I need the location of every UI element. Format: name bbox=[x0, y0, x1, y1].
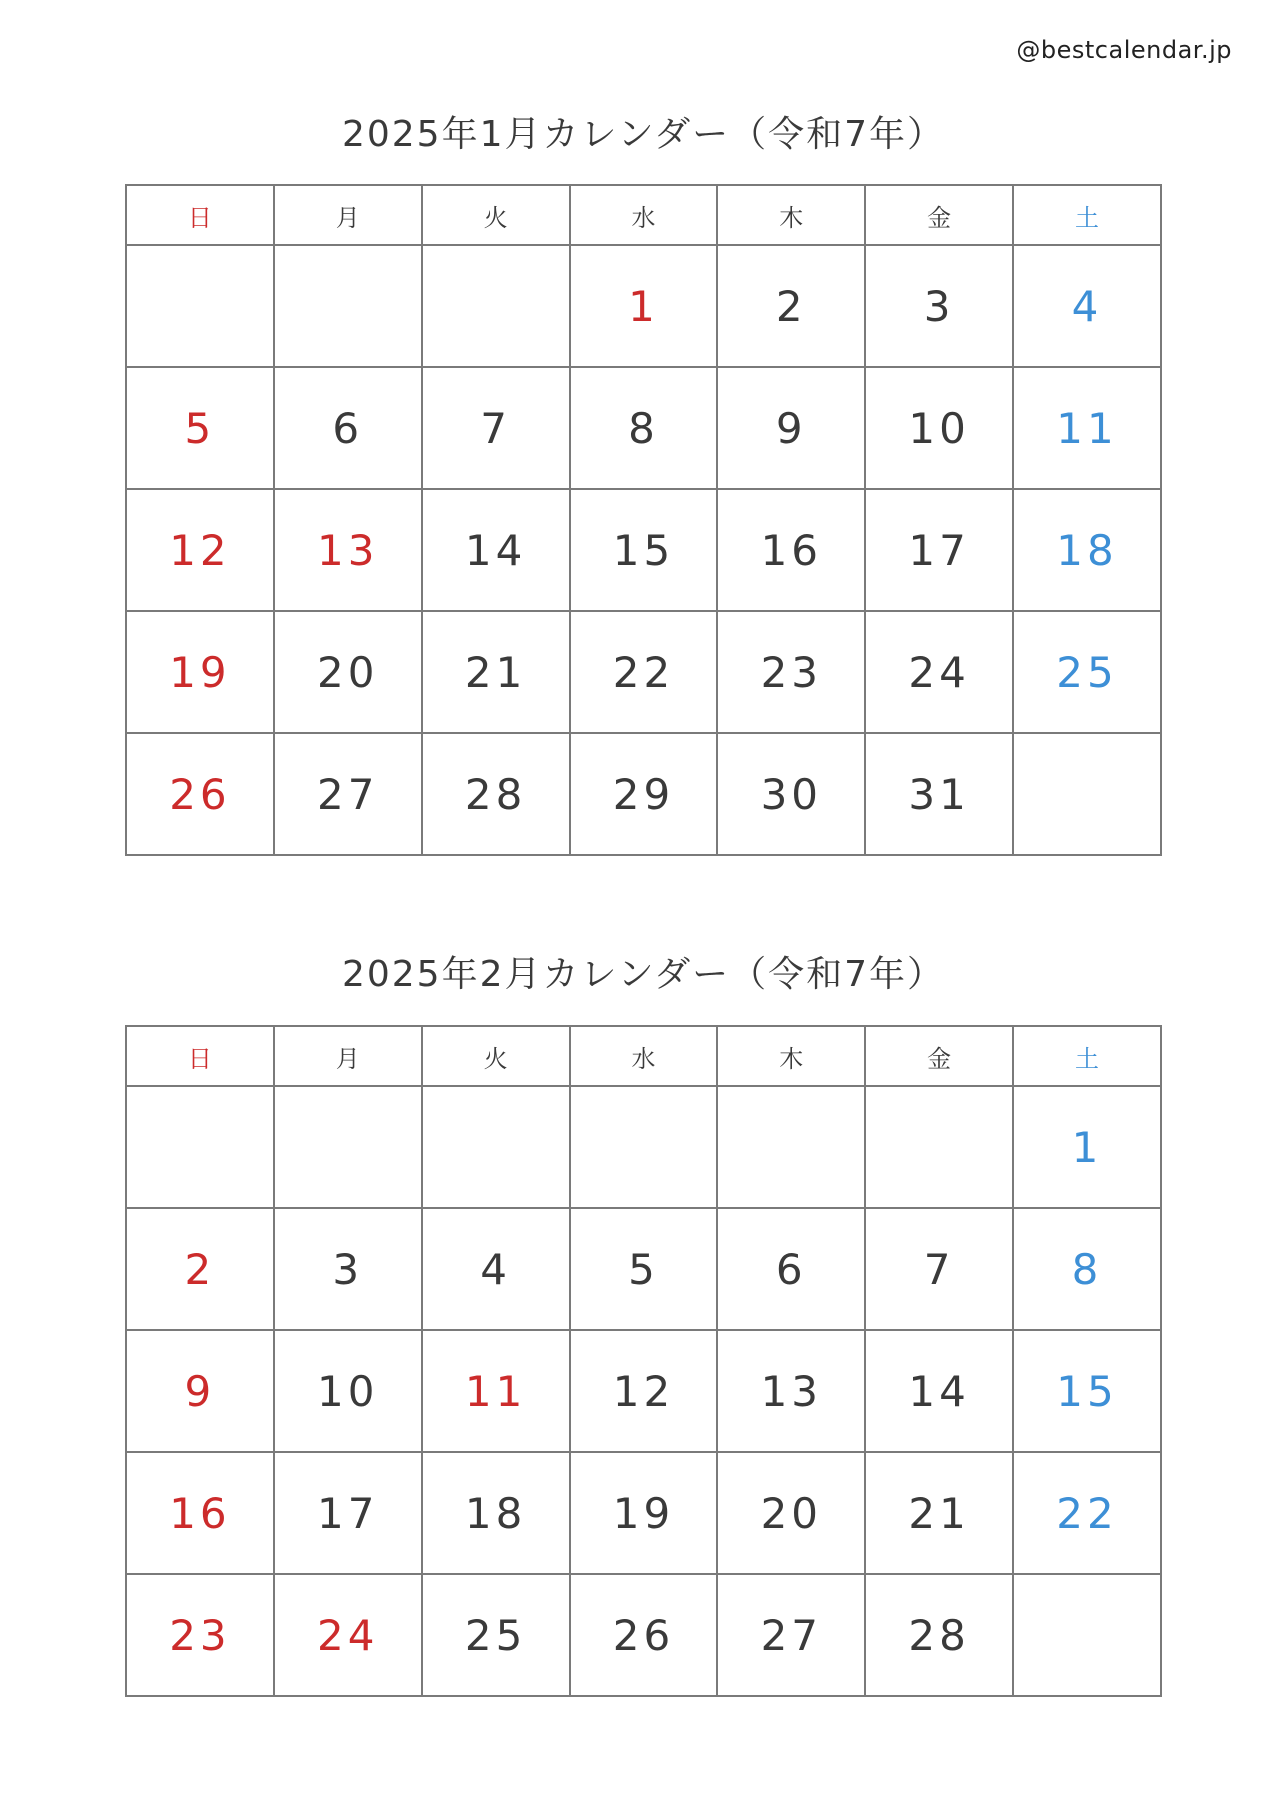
day-cell: 12 bbox=[570, 1330, 718, 1452]
calendar-title: 2025年2月カレンダー（令和7年） bbox=[341, 954, 946, 995]
day-cell: 14 bbox=[422, 489, 570, 611]
weekday-header-cell: 土 bbox=[1013, 185, 1161, 245]
weekday-header-cell: 木 bbox=[717, 185, 865, 245]
day-cell: 30 bbox=[717, 733, 865, 855]
day-cell: 15 bbox=[570, 489, 718, 611]
week-row bbox=[126, 611, 1161, 733]
calendar-grid bbox=[125, 184, 1162, 856]
day-cell: 21 bbox=[422, 611, 570, 733]
day-cell: 13 bbox=[717, 1330, 865, 1452]
day-cell: 7 bbox=[865, 1208, 1013, 1330]
empty-day-cell bbox=[422, 1086, 570, 1208]
day-cell: 31 bbox=[865, 733, 1013, 855]
weekday-header-cell: 月 bbox=[274, 185, 422, 245]
day-cell: 18 bbox=[422, 1452, 570, 1574]
weekday-header-cell: 日 bbox=[126, 185, 274, 245]
week-row bbox=[126, 1452, 1161, 1574]
day-cell: 2 bbox=[126, 1208, 274, 1330]
day-cell: 16 bbox=[126, 1452, 274, 1574]
week-row bbox=[126, 1330, 1161, 1452]
day-cell: 23 bbox=[717, 611, 865, 733]
day-cell: 1 bbox=[570, 245, 718, 367]
weekday-header-cell: 金 bbox=[865, 185, 1013, 245]
day-cell: 23 bbox=[126, 1574, 274, 1696]
weekday-header-cell: 木 bbox=[717, 1026, 865, 1086]
day-cell: 25 bbox=[1013, 611, 1161, 733]
day-cell: 28 bbox=[865, 1574, 1013, 1696]
weekday-header-cell: 水 bbox=[570, 185, 718, 245]
weekday-header-cell: 火 bbox=[422, 185, 570, 245]
empty-day-cell bbox=[422, 245, 570, 367]
day-cell: 28 bbox=[422, 733, 570, 855]
weekday-header-row bbox=[126, 185, 1161, 245]
day-cell: 3 bbox=[274, 1208, 422, 1330]
day-cell: 26 bbox=[570, 1574, 718, 1696]
day-cell: 4 bbox=[422, 1208, 570, 1330]
empty-day-cell bbox=[865, 1086, 1013, 1208]
day-cell: 20 bbox=[717, 1452, 865, 1574]
day-cell: 1 bbox=[1013, 1086, 1161, 1208]
week-row bbox=[126, 1086, 1161, 1208]
week-row bbox=[126, 367, 1161, 489]
weekday-header-cell: 火 bbox=[422, 1026, 570, 1086]
weekday-header-cell: 金 bbox=[865, 1026, 1013, 1086]
day-cell: 2 bbox=[717, 245, 865, 367]
day-cell: 17 bbox=[274, 1452, 422, 1574]
day-cell: 5 bbox=[570, 1208, 718, 1330]
empty-day-cell bbox=[1013, 733, 1161, 855]
week-row bbox=[126, 1574, 1161, 1696]
day-cell: 27 bbox=[717, 1574, 865, 1696]
day-cell: 8 bbox=[1013, 1208, 1161, 1330]
empty-day-cell bbox=[1013, 1574, 1161, 1696]
day-cell: 9 bbox=[717, 367, 865, 489]
day-cell: 11 bbox=[422, 1330, 570, 1452]
day-cell: 24 bbox=[274, 1574, 422, 1696]
day-cell: 12 bbox=[126, 489, 274, 611]
empty-day-cell bbox=[126, 245, 274, 367]
weekday-header-cell: 土 bbox=[1013, 1026, 1161, 1086]
empty-day-cell bbox=[274, 245, 422, 367]
day-cell: 10 bbox=[274, 1330, 422, 1452]
day-cell: 19 bbox=[126, 611, 274, 733]
calendar-title: 2025年1月カレンダー（令和7年） bbox=[341, 114, 946, 155]
calendar-grid bbox=[125, 1025, 1162, 1697]
day-cell: 7 bbox=[422, 367, 570, 489]
day-cell: 17 bbox=[865, 489, 1013, 611]
day-cell: 22 bbox=[1013, 1452, 1161, 1574]
day-cell: 10 bbox=[865, 367, 1013, 489]
day-cell: 15 bbox=[1013, 1330, 1161, 1452]
weekday-header-cell: 日 bbox=[126, 1026, 274, 1086]
day-cell: 19 bbox=[570, 1452, 718, 1574]
day-cell: 21 bbox=[865, 1452, 1013, 1574]
day-cell: 11 bbox=[1013, 367, 1161, 489]
empty-day-cell bbox=[570, 1086, 718, 1208]
day-cell: 29 bbox=[570, 733, 718, 855]
empty-day-cell bbox=[126, 1086, 274, 1208]
empty-day-cell bbox=[274, 1086, 422, 1208]
day-cell: 22 bbox=[570, 611, 718, 733]
day-cell: 3 bbox=[865, 245, 1013, 367]
day-cell: 6 bbox=[717, 1208, 865, 1330]
day-cell: 5 bbox=[126, 367, 274, 489]
week-row bbox=[126, 245, 1161, 367]
day-cell: 9 bbox=[126, 1330, 274, 1452]
day-cell: 26 bbox=[126, 733, 274, 855]
site-credit: @bestcalendar.jp bbox=[1016, 36, 1232, 64]
day-cell: 27 bbox=[274, 733, 422, 855]
day-cell: 4 bbox=[1013, 245, 1161, 367]
empty-day-cell bbox=[717, 1086, 865, 1208]
day-cell: 18 bbox=[1013, 489, 1161, 611]
day-cell: 8 bbox=[570, 367, 718, 489]
day-cell: 16 bbox=[717, 489, 865, 611]
week-row bbox=[126, 733, 1161, 855]
day-cell: 6 bbox=[274, 367, 422, 489]
weekday-header-row bbox=[126, 1026, 1161, 1086]
weekday-header-cell: 月 bbox=[274, 1026, 422, 1086]
day-cell: 24 bbox=[865, 611, 1013, 733]
week-row bbox=[126, 1208, 1161, 1330]
day-cell: 20 bbox=[274, 611, 422, 733]
day-cell: 14 bbox=[865, 1330, 1013, 1452]
day-cell: 25 bbox=[422, 1574, 570, 1696]
day-cell: 13 bbox=[274, 489, 422, 611]
weekday-header-cell: 水 bbox=[570, 1026, 718, 1086]
week-row bbox=[126, 489, 1161, 611]
